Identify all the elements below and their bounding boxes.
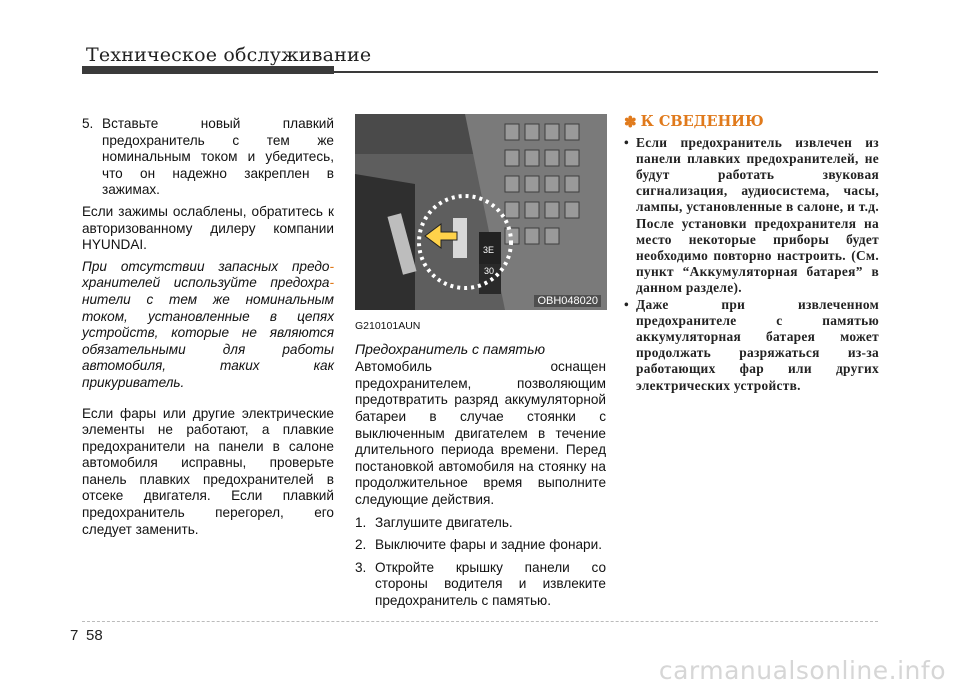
step-text: Вставьте новый плавкий предохранитель с тем же номинальным током и убедитесь, что он надежно закреплен в зажимах.: [102, 116, 334, 198]
header-bar-thin: [334, 71, 878, 73]
note-part-2: хранителей используйте предохра: [82, 275, 330, 291]
bullet-dot: •: [624, 296, 629, 312]
column-middle: [355, 316, 606, 610]
notice-box: [624, 114, 879, 394]
bullet-text: Если предохранитель извлечен из панели плавких предохранителей, не будут работать звуковая сигнализация, аудиосистема, часы, лампы, установленные в салоне, и т.д. После установки предохранителя на место некоторые приборы будет необходимо повторно настроить. (См. пункт “Аккумуляторная батарея” в данном разделе).: [636, 134, 879, 296]
spare-fuse-note: [82, 259, 334, 392]
note-part-3: нители с тем же номинальным током, установленные в цепях устройств, которые не являются обязательными для работы автомобиля, таких как прикуриватель.: [82, 291, 334, 390]
step-2: [355, 537, 606, 554]
step-text: Выключите фары и задние фонари.: [375, 537, 602, 553]
step-number: 1.: [355, 514, 367, 530]
watermark: carmanualsonline.info: [658, 656, 946, 685]
fuse-panel-illustration: [355, 114, 607, 310]
notice-bullet: [624, 135, 879, 297]
page-number: 58: [86, 627, 103, 644]
step-number: 2.: [355, 537, 367, 553]
lights-paragraph: Если фары или другие электрические элементы не работают, а плавкие предохранители на панели в салоне автомобиля исправны, проверьте панель плавких предохранителей в отсеке двигателя. Если плавкий предохранитель перегорел, его следует заменить.: [82, 405, 334, 537]
asterisk-icon: ✽: [624, 113, 637, 131]
header-bar-thick: [82, 66, 334, 74]
step-5: [82, 116, 334, 199]
bullet-text: Даже при извлеченном предохранителе с памятью аккумуляторная батарея может продолжать разряжаться из-за работающих фар или других электрических устройств.: [636, 296, 879, 393]
step-text: Заглушите двигатель.: [375, 514, 513, 530]
page-header-title: Техническое обслуживание: [86, 44, 372, 66]
memory-fuse-paragraph: Автомобиль оснащен предохранителем, позволяющим предотвратить разряд аккумуляторной батареи в случае стоянки с выключенным двигателем в течение длительного периода времени. Перед постановкой автомобиля на стоянку на продолжительное время выполните следующие действия.: [355, 359, 606, 507]
step-1: [355, 515, 606, 532]
hyphen-mark: -: [329, 275, 334, 291]
section-subtitle: Предохранитель с памятью: [355, 340, 545, 357]
step-number: 5.: [82, 116, 94, 131]
notice-title: К СВЕДЕНИЮ: [640, 113, 764, 130]
section-code: G210101AUN: [355, 320, 421, 332]
photo-code: OBH048020: [534, 295, 601, 307]
fuse-panel-photo: [355, 114, 607, 310]
note-part-1: При отсутствии запасных предо: [82, 258, 330, 274]
footer-divider: [82, 621, 878, 623]
clamps-paragraph: Если зажимы ослаблены, обратитесь к авторизованному дилеру компании HYUNDAI.: [82, 203, 334, 253]
step-text: Откройте крышку панели со стороны водителя и извлеките предохранитель с памятью.: [375, 559, 606, 608]
bullet-dot: •: [624, 134, 629, 150]
fuse-label-1: 3E: [483, 245, 495, 255]
step-number: 3.: [355, 559, 367, 575]
hyphen-mark: -: [329, 258, 334, 274]
notice-heading: [624, 114, 879, 131]
chapter-number: 7: [70, 627, 79, 644]
notice-bullet: [624, 297, 879, 394]
column-left: [82, 116, 334, 538]
step-3: [355, 560, 606, 610]
fuse-label-2: 30: [484, 266, 495, 276]
